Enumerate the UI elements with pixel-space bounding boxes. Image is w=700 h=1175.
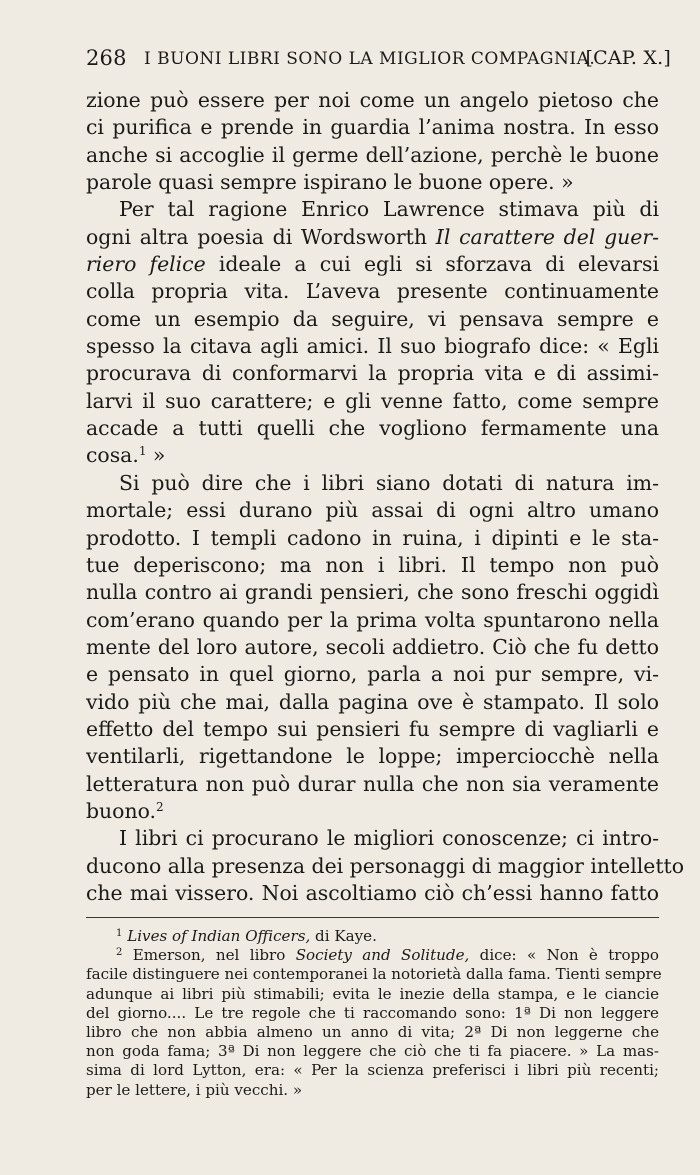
text-line: nulla contro ai grandi pensieri, che sono freschi oggidì [86,580,659,605]
text-line: I libri ci procurano le migliori conoscenze; ci intro- [119,826,659,851]
footnote-line: facile distinguere nei contemporanei la notorietà dalla fama. Tienti sempre [86,965,662,984]
text-line [86,251,659,278]
text-line: com’erano quando per la prima volta spuntarono nella [86,607,659,632]
text-line: accade a tutti quelli che vogliono fermamente una [86,416,659,441]
chapter-label: [CAP. X.] [585,47,671,69]
text-line: e pensato in quel giorno, parla a noi pur sempre, vi- [86,662,659,687]
footnote-mark: 1 [116,928,123,939]
page-number: 268 [86,46,127,70]
footnote-ref: 2 [156,799,164,814]
footnote-line: adunque ai libri più stimabili; evita le inezie della stampa, e le ciancie [86,984,659,1003]
text-line: procurava di conformarvi la propria vita e di assimi- [86,361,659,386]
text-line: mortale; essi durano più assai di ogni altro umano [86,498,659,523]
text-segment: ogni altra poesia di Wordsworth [86,224,427,249]
text-line [86,224,659,251]
text-segment: buono. [86,798,156,823]
text-line: spesso la citava agli amici. Il suo biografo dice: « Egli [86,334,659,359]
footnote-line: del giorno.... Le tre regole che ti raccomando sono: 1ª Di non leggere [86,1003,659,1022]
running-title: I BUONI LIBRI SONO LA MIGLIOR COMPAGNIA. [144,49,596,69]
footnote-1 [86,927,659,946]
text-segment: » [146,443,166,468]
text-line: ducono alla presenza dei personaggi di maggior intelletto [86,853,685,878]
text-line [86,798,659,825]
text-segment: Emerson, nel libro [122,946,296,965]
footnote-line: per le lettere, i più vecchi. » [86,1080,303,1099]
work-title: Il carattere del guer- [435,224,659,249]
text-line: che mai vissero. Noi ascoltiamo ciò ch’essi hanno fatto [86,880,659,905]
footnote-line: non goda fama; 3ª Di non leggere che ciò che ti fa piacere. » La mas- [86,1042,659,1061]
text-line: zione può essere per noi come un angelo pietoso che [86,88,659,112]
footnote-line: sima di lord Lytton, era: « Per la scienza preferisci i libri più recenti; [86,1061,659,1080]
text-line: parole quasi sempre ispirano le buone opere. » [86,170,574,195]
text-line: letteratura non può durar nulla che non sia veramente [86,771,659,796]
footnotes [86,927,662,1100]
text-segment: dice: « Non è troppo [469,946,659,965]
text-line: mente del loro autore, secoli addietro. Ciò che fu detto [86,634,659,659]
text-line: prodotto. I templi cadono in ruina, i dipinti e le sta- [86,525,659,550]
text-line: colla propria vita. L’aveva presente continuamente [86,279,659,304]
text-segment: cosa. [86,443,139,468]
text-line: ci purifica e prende in guardia l’anima nostra. In esso [86,115,659,140]
footnote-2 [86,946,659,965]
text-line: ventilarli, rigettandone le loppe; imperciocchè nella [86,744,659,769]
footnote-mark: 2 [116,947,123,959]
footnote-line: libro che non abbia almeno un anno di vita; 2ª Di non leggerne che [86,1022,659,1041]
text-line: Per tal ragione Enrico Lawrence stimava più di [119,197,659,222]
text-segment: di Kaye. [310,927,377,945]
text-line: larvi il suo carattere; e gli venne fatto, come sempre [86,388,659,413]
text-line [86,442,659,469]
text-line: vido più che mai, dalla pagina ove è stampato. Il solo [86,689,659,714]
work-title: riero felice [86,252,206,277]
text-segment: ideale a cui egli si sforzava di elevarsi [218,252,659,277]
main-text [86,87,685,907]
work-title: Lives of Indian Officers, [127,927,311,945]
text-line: come un esempio da seguire, vi pensava sempre e [86,306,659,331]
running-header [86,46,671,84]
footnote-ref: 1 [138,444,147,459]
text-line: tue deperiscono; ma non i libri. Il tempo non può [86,552,659,577]
text-line: effetto del tempo sui pensieri fu sempre di vagliarli e [86,716,659,741]
text-line: anche si accoglie il germe dell’azione, perchè le buone [86,142,659,167]
footnote-divider [86,917,659,918]
work-title: Society and Solitude, [295,946,470,965]
text-line: Si può dire che i libri siano dotati di natura im- [119,470,659,495]
